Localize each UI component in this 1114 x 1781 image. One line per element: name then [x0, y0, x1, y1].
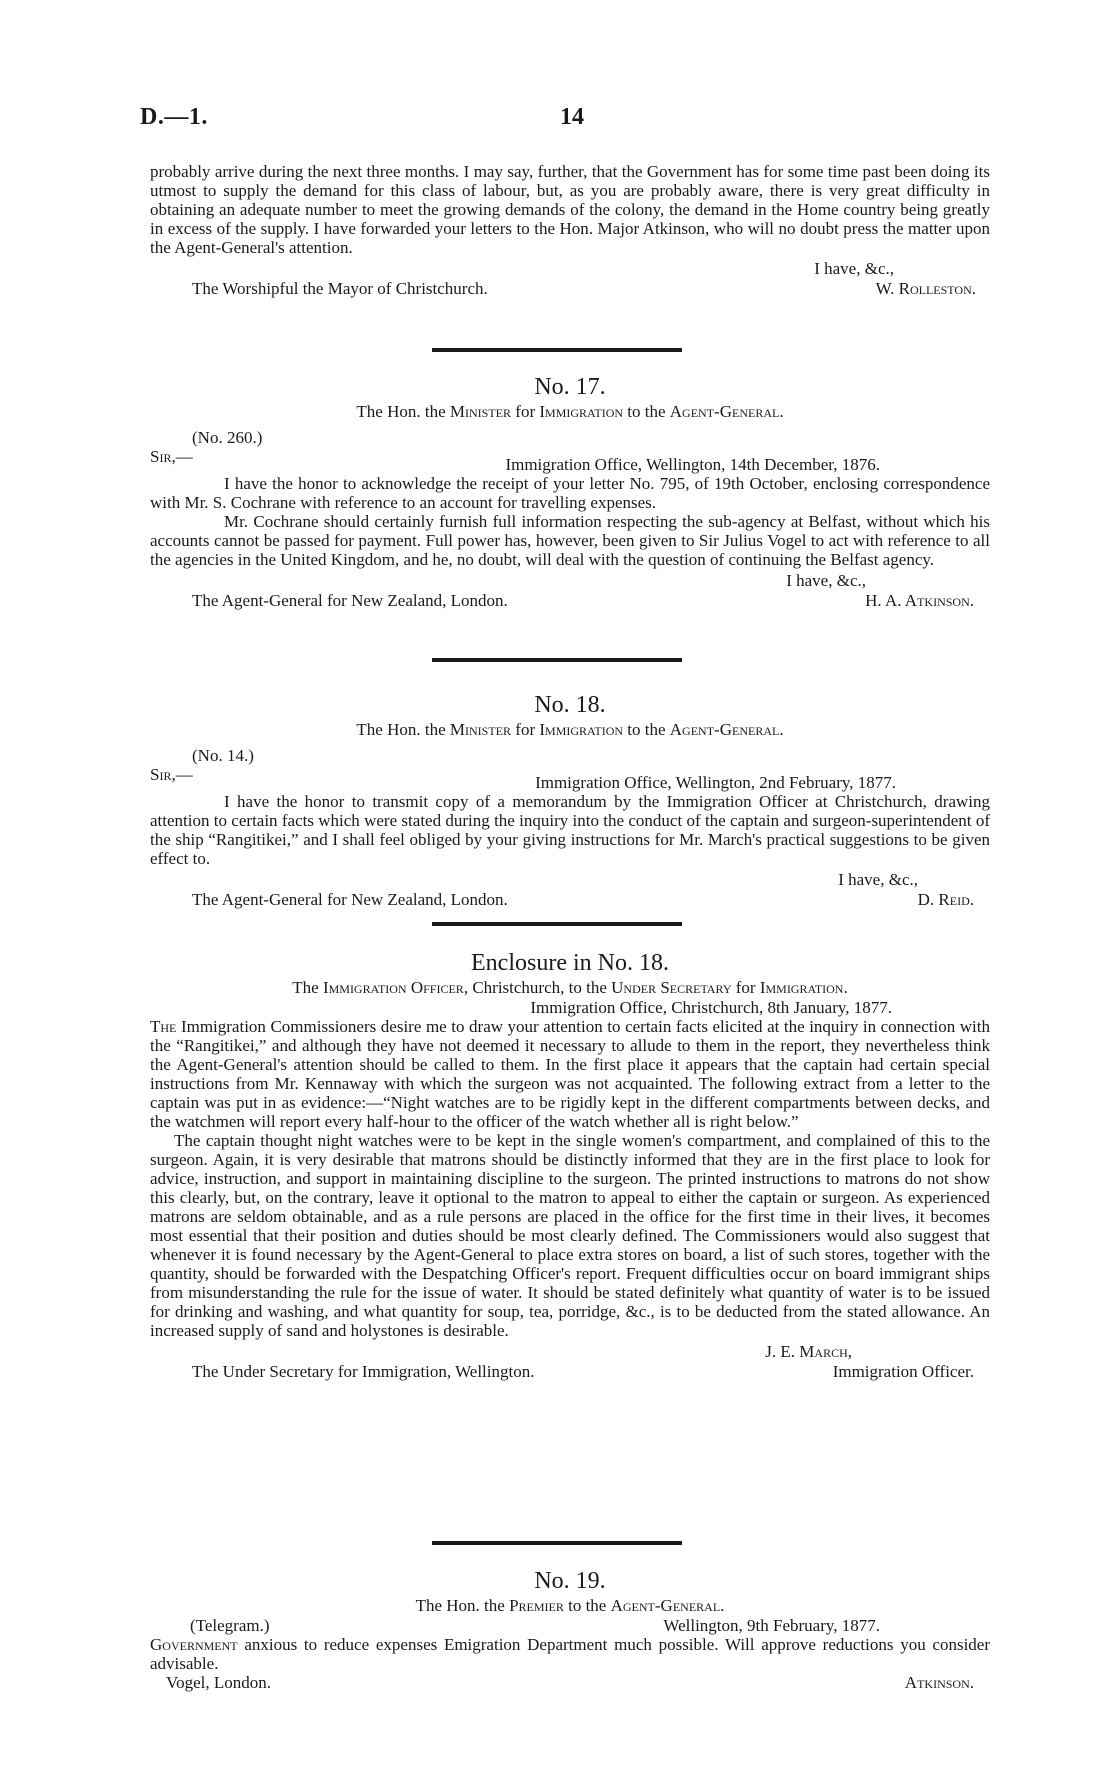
- enclosure-addressee: The Under Secretary for Immigration, Wellington.: [192, 1362, 535, 1381]
- no18-closing: I have, &c.,: [838, 870, 918, 889]
- no18-signature: D. Reid.: [917, 890, 974, 909]
- section-enclosure: [150, 948, 990, 1382]
- no19-signature: Atkinson.: [904, 1673, 974, 1692]
- intro-section: [150, 162, 990, 299]
- section-divider: [432, 658, 682, 662]
- enclosure-paragraph-2: The captain thought night watches were to be kept in the single women's compartment, and complained of this to the surgeon. Again, it is very desirable that matrons should be distinctly informed that they are in the first place to look for advice, instruction, and support in maintaining discipline to the surgeon. The printed instructions to matrons do not show this clearly, but, on the contrary, leave it optional to the matron to appeal to either the captain or surgeon. As experienced matrons are seldom obtainable, and as a rule persons are placed in the office for the first time in their lives, it becomes most essential that their position and duties should be most clearly defined. The Commissioners would also suggest that whenever it is found necessary by the Agent-General to place extra stores on board, a list of such stores, together with the quantity, should be forwarded with the Despatching Officer's report. Frequent difficulties occur on board immigrant ships from misunderstanding the rule for the issue of water. It should be stated definitely what quantity of water is to be issued for drinking and washing, and what quantity for soup, tea, porridge, &c., is to be deducted from the stated allowance. An increased supply of sand and holystones is desirable.: [150, 1131, 990, 1340]
- enclosure-signature: J. E. March,: [765, 1342, 852, 1361]
- series-code: D.—1.: [140, 104, 208, 130]
- section-divider: [432, 348, 682, 352]
- no19-place-date: Wellington, 9th February, 1877.: [663, 1616, 880, 1635]
- enclosure-signature-title: Immigration Officer.: [832, 1362, 974, 1381]
- enclosure-title: Enclosure in No. 18.: [471, 950, 669, 976]
- no19-heading: The Hon. the Premier to the Agent-General.: [415, 1596, 725, 1615]
- no18-title: No. 18.: [534, 692, 606, 718]
- no18-addressee: The Agent-General for New Zealand, London.: [192, 890, 508, 909]
- section-no19: [150, 1566, 990, 1693]
- intro-paragraph: probably arrive during the next three months. I may say, further, that the Government has for some time past been doing its utmost to supply the demand for this class of labour, but, as you are probably aware, there is very great difficulty in obtaining an adequate number to meet the growing demands of the colony, the demand in the Home country being greatly in excess of the supply. I have forwarded your letters to the Hon. Major Atkinson, who will no doubt press the matter upon the Agent-General's attention.: [150, 162, 990, 257]
- no18-place-date: Immigration Office, Wellington, 2nd February, 1877.: [535, 773, 896, 792]
- no17-place-date: Immigration Office, Wellington, 14th December, 1876.: [505, 455, 880, 474]
- no17-paragraph-2: Mr. Cochrane should certainly furnish full information respecting the sub-agency at Belfast, without which his accounts cannot be passed for payment. Full power has, however, been given to Sir Julius Vogel to act with reference to all the agencies in the United Kingdom, and he, no doubt, will deal with the question of continuing the Belfast agency.: [150, 512, 990, 569]
- no17-salutation: Sir,—: [150, 447, 193, 466]
- section-no17: [150, 372, 990, 611]
- no18-ref: (No. 14.): [192, 746, 254, 765]
- no17-heading: The Hon. the Minister for Immigration to the Agent-General.: [356, 402, 784, 421]
- no17-closing: I have, &c.,: [786, 571, 866, 590]
- section-no18: [150, 690, 990, 910]
- no18-salutation: Sir,—: [150, 765, 193, 784]
- section-divider: [432, 1541, 682, 1545]
- no19-addressee: Vogel, London.: [166, 1673, 271, 1692]
- no17-signature: H. A. Atkinson.: [865, 591, 974, 610]
- intro-closing: I have, &c.,: [814, 259, 894, 278]
- no17-paragraph-1: I have the honor to acknowledge the receipt of your letter No. 795, of 19th October, enclosing correspondence with Mr. S. Cochrane with reference to an account for travelling expenses.: [150, 474, 990, 512]
- intro-signature: W. Rolleston.: [875, 279, 976, 298]
- enclosure-paragraph-1: The Immigration Commissioners desire me to draw your attention to certain facts elicited at the inquiry in connection with the “Rangitikei,” and although they have not deemed it necessary to allude to them in the report, they nevertheless think the Agent-General's attention should be called to them. In the first place it appears that the captain had certain special instructions from Mr. Kennaway with which the surgeon was not acquainted. The following extract from a letter to the captain was put in as evidence:—“Night watches are to be rigidly kept in the different compartments between decks, and the watchmen will report every half-hour to the officer of the watch whether all is right below.”: [150, 1017, 990, 1131]
- no17-title: No. 17.: [534, 374, 606, 400]
- no18-paragraph-1: I have the honor to transmit copy of a memorandum by the Immigration Officer at Christchurch, drawing attention to certain facts which were stated during the inquiry into the conduct of the captain and surgeon-superintendent of the ship “Rangitikei,” and I shall feel obliged by your giving instructions for Mr. March's practical suggestions to be given effect to.: [150, 792, 990, 868]
- no18-heading: The Hon. the Minister for Immigration to the Agent-General.: [356, 720, 784, 739]
- no19-paragraph-1: Government anxious to reduce expenses Emigration Department much possible. Will approve reductions you consider advisable.: [150, 1635, 990, 1673]
- no17-addressee: The Agent-General for New Zealand, London.: [192, 591, 508, 610]
- no17-ref: (No. 260.): [192, 428, 263, 447]
- enclosure-place-date: Immigration Office, Christchurch, 8th January, 1877.: [530, 998, 892, 1017]
- no19-title: No. 19.: [534, 1568, 606, 1594]
- no19-ref: (Telegram.): [190, 1616, 270, 1635]
- page-number: 14: [560, 104, 584, 130]
- section-divider: [432, 922, 682, 926]
- enclosure-heading: The Immigration Officer, Christchurch, to the Under Secretary for Immigration.: [292, 978, 848, 997]
- intro-addressee: The Worshipful the Mayor of Christchurch.: [192, 279, 488, 298]
